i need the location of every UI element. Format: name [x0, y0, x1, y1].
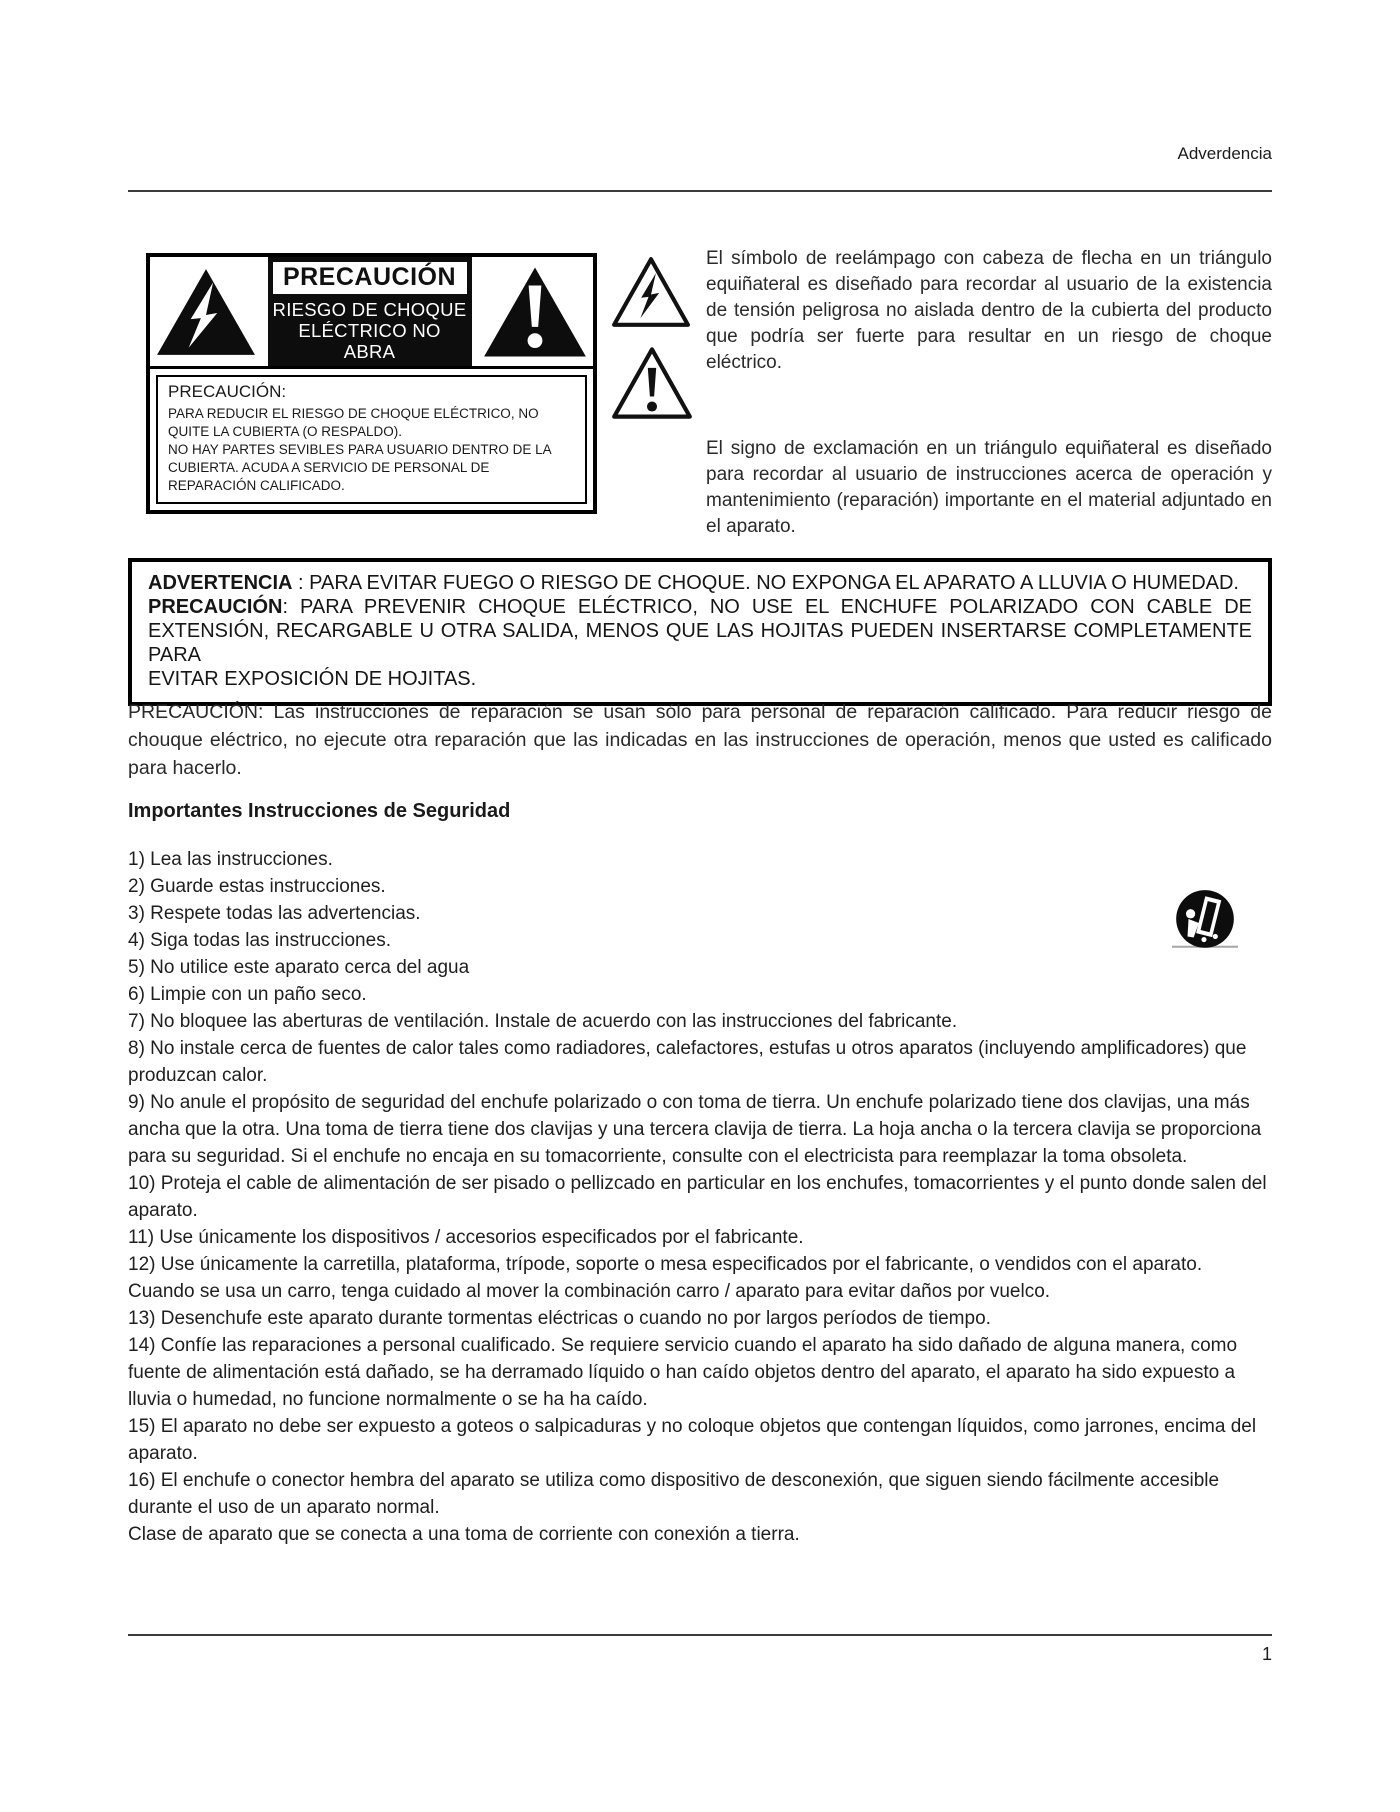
advertencia-text: : PARA EVITAR FUEGO O RIESGO DE CHOQUE. NO EXPONGA EL APARATO A LLUVIA O HUMEDAD.: [292, 572, 1239, 594]
caution-body-title: PRECAUCIÓN:: [168, 382, 287, 401]
instruction-item: 9) No anule el propósito de seguridad del enchufe polarizado o con toma de tierra. Un enchufe polarizado tiene dos clavijas, una más ancha que la otra. Una toma de tierra tiene dos clavijas y una tercera clavija de tierra. La hoja ancha o la tercera clavija se proporciona para su seguridad. Si el enchufe no encaja en su tomacorriente, consulte con el electricista para reemplazar la toma obsoleta.: [128, 1092, 1262, 1167]
instruction-item: 10) Proteja el cable de alimentación de ser pisado o pellizcado en particular en los enchufes, tomacorrientes y el punto donde salen del aparato.: [128, 1173, 1267, 1221]
caution-title: PRECAUCIÓN: [282, 263, 457, 291]
lightning-triangle-outline-icon: [610, 254, 694, 335]
warning-line-precaucion-2: EXTENSIÓN, RECARGABLE U OTRA SALIDA, MENOS QUE LAS HOJITAS PUEDEN INSERTARSE COMPLETAMENTE PARA: [148, 620, 1252, 666]
exclamation-symbol-explanation: El signo de exclamación en un triángulo equiñateral es diseñado para recordar al usuario de instrucciones acerca de operación y mantenimiento (reparación) importante en el material adjuntado en el aparato.: [706, 438, 1272, 537]
instruction-item: 1) Lea las instrucciones.: [128, 849, 333, 870]
instruction-item: 14) Confíe las reparaciones a personal cualificado. Se requiere servicio cuando el aparato ha sido dañado de alguna manera, como fuente de alimentación está dañado, se ha derramado líquido o han caído objetos dentro del aparato, el aparato ha sido expuesto a lluvia o humedad, no funcione normalmente o se ha ha caído.: [128, 1335, 1238, 1410]
instruction-item: 5) No utilice este aparato cerca del agua: [128, 957, 470, 978]
page-header-title: Adverdencia: [1177, 144, 1272, 163]
service-note: PRECAUCIÓN: Las instrucciones de reparación se usan sólo para personal de reparación calificado. Para reducir riesgo de chouque eléctrico, no ejecute otra reparación que las indicadas en las instrucciones de operación, menos que usted es calificado para hacerlo.: [128, 701, 1272, 779]
precaucion-label: PRECAUCIÓN: [148, 596, 283, 618]
caution-body-box: [156, 375, 587, 504]
instruction-item: 6) Limpie con un paño seco.: [128, 984, 367, 1005]
exclamation-triangle-icon: [482, 265, 588, 359]
caution-label-box: [146, 253, 597, 514]
page-number: 1: [1261, 1644, 1272, 1664]
instruction-item: 12) Use únicamente la carretilla, plataforma, trípode, soporte o mesa especificados por el fabricante, o vendidos con el aparato. Cuando se usa un carro, tenga cuidado al mover la combinación carro / aparato para evitar daños por vuelco.: [128, 1254, 1203, 1302]
caution-body-p1: PARA REDUCIR EL RIESGO DE CHOQUE ELÉCTRICO, NO QUITE LA CUBIERTA (O RESPALDO).: [168, 406, 539, 439]
symbol-explanations: [706, 246, 1272, 540]
warning-line-precaucion-3: EVITAR EXPOSICIÓN DE HOJITAS.: [148, 668, 477, 690]
caution-center-panel: [268, 257, 472, 366]
instructions-heading: Importantes Instrucciones de Seguridad: [128, 800, 511, 822]
precaucion-text-line1: : PARA PREVENIR CHOQUE ELÉCTRICO, NO USE EL ENCHUFE POLARIZADO CON CABLE DE: [282, 596, 1252, 618]
footer-divider: [128, 1634, 1272, 1636]
warning-line-advertencia: [148, 571, 1252, 595]
instruction-item: 11) Use únicamente los dispositivos / accesorios especificados por el fabricante.: [128, 1227, 804, 1248]
lightning-triangle-icon: [155, 267, 257, 357]
caution-body-p2: NO HAY PARTES SEVIBLES PARA USUARIO DENTRO DE LA CUBIERTA. ACUDA A SERVICIO DE PERSONAL DE REPARACIÓN CALIFICADO.: [168, 442, 551, 493]
instruction-item: 3) Respete todas las advertencias.: [128, 903, 421, 924]
instruction-item: 4) Siga todas las instrucciones.: [128, 930, 391, 951]
instruction-item: 13) Desenchufe este aparato durante tormentas eléctricas o cuando no por largos períodos de tiempo.: [128, 1308, 991, 1329]
caution-subtitle-line1: RIESGO DE CHOQUE: [272, 299, 467, 320]
instruction-item: 7) No bloquee las aberturas de ventilación. Instale de acuerdo con las instrucciones del fabricante.: [128, 1011, 958, 1032]
advertencia-label: ADVERTENCIA: [148, 572, 293, 594]
instruction-item: 15) El aparato no debe ser expuesto a goteos o salpicaduras y no coloque objetos que contengan líquidos, como jarrones, encima del aparato.: [128, 1416, 1257, 1464]
cart-tip-warning-icon: [1170, 888, 1240, 959]
caution-title-plate: [272, 261, 468, 295]
instructions-closing-note: Clase de aparato que se conecta a una toma de corriente con conexión a tierra.: [128, 1524, 800, 1545]
lightning-symbol-explanation: El símbolo de reelámpago con cabeza de flecha en un triángulo equiñateral es diseñado para recordar al usuario de la existencia de tensión peligrosa no aislada dentro de la cubierta del producto que podría ser fuerte para resultar en un riesgo de choque eléctrico.: [706, 248, 1272, 373]
instruction-item: 8) No instale cerca de fuentes de calor tales como radiadores, calefactores, estufas u otros aparatos (incluyendo amplificadores) que produzcan calor.: [128, 1038, 1247, 1086]
instructions-list: [128, 846, 1272, 1548]
instruction-item: 16) El enchufe o conector hembra del aparato se utiliza como dispositivo de desconexión, que siguen siendo fácilmente accesible durante el uso de un aparato normal.: [128, 1470, 1220, 1518]
exclamation-triangle-outline-icon: [610, 344, 694, 427]
warning-line-precaucion-1: [148, 595, 1252, 619]
warning-box: [128, 558, 1272, 706]
symbol-column: [610, 254, 694, 427]
instruction-item: 2) Guarde estas instrucciones.: [128, 876, 386, 897]
header-divider: [128, 190, 1272, 192]
caution-subtitle-line2: ELÉCTRICO NO ABRA: [298, 320, 441, 362]
caution-label-strip: [150, 257, 593, 369]
